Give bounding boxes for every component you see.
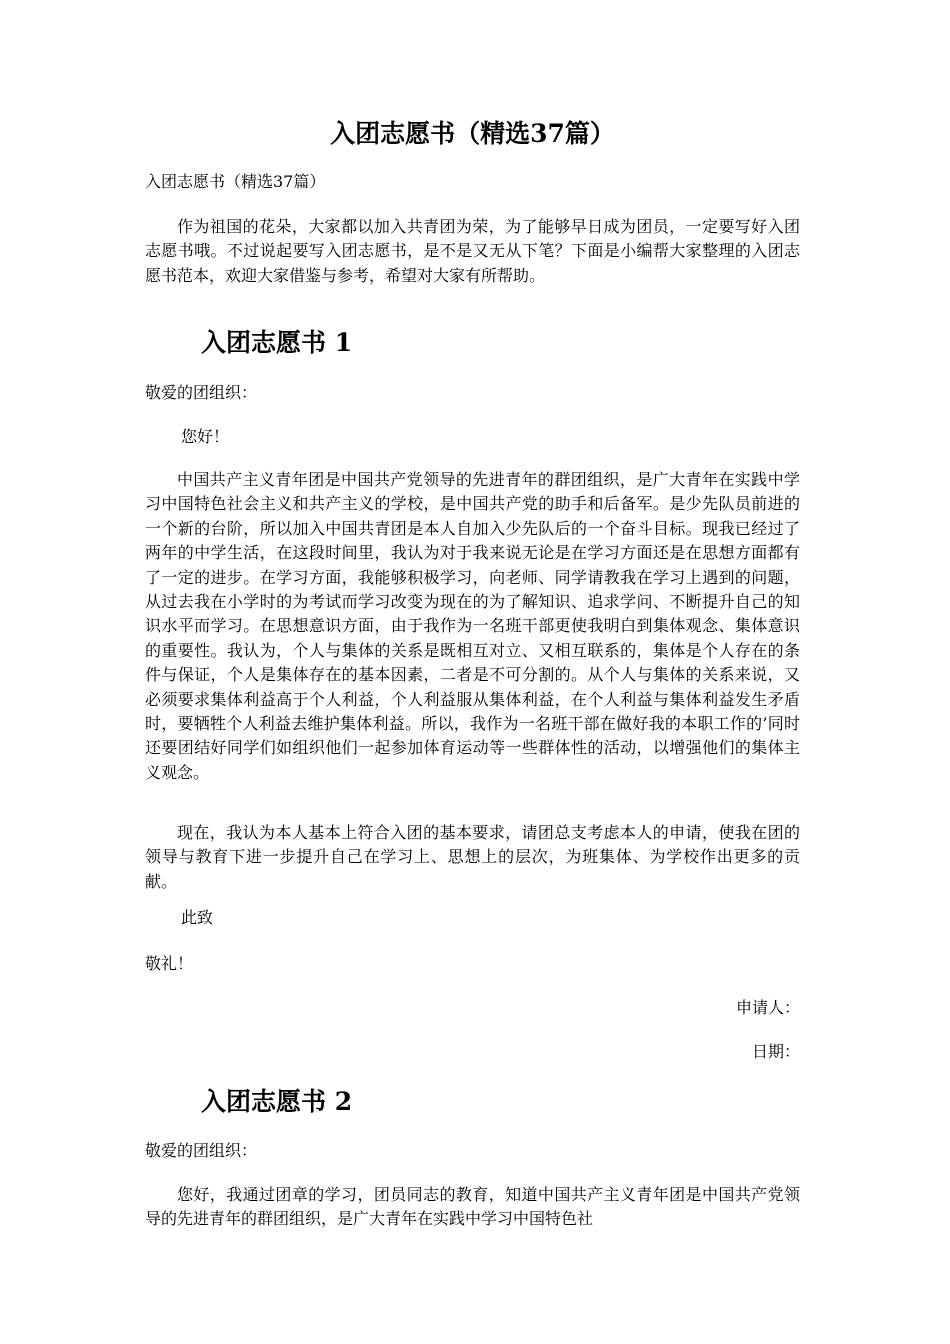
letter2-salutation: 敬爱的团组织： (145, 1141, 258, 1160)
letter1-body-paragraph-1: 中国共产主义青年团是中国共产党领导的先进青年的群团组织，是广大青年在实践中学习中国特色社会主义和共产主义的学校，是中国共产党的助手和后备军。是少先队员前进的一个新的台阶，所以加入中国共青团是本人自加入少先队后的一个奋斗目标。现我已经过了两年的中学生活，在这段时间里，我认为对于我来说无论是在学习方面还是在思想方面都有了一定的进步。在学习方面，我能够积极学习，向老师、同学请教我在学习上遇到的问题，从过去我在小学时的为考试而学习改变为现在的为了解知识、追求学问、不断提升自己的知识水平而学习。在思想意识方面，由于我作为一名班干部更使我明白到集体观念、集体意识的重要性。我认为，个人与集体的关系是既相互对立、又相互联系的，集体是个人存在的条件与保证，个人是集体存在的基本因素，二者是不可分割的。从个人与集体的关系来说，又必须要求集体利益高于个人利益，个人利益服从集体利益，在个人利益与集体利益发生矛盾时，要牺牲个人利益去维护集体利益。所以，我作为一名班干部在做好我的本职工作的’同时还要团结好同学们如组织他们一起参加体育运动等一些群体性的活动，以增强他们的集体主义观念。 (145, 470, 800, 782)
letter1-closing-1: 此致 (181, 908, 214, 927)
letter1-applicant: 申请人： (735, 998, 800, 1017)
document-title: 入团志愿书（精选37篇） (330, 119, 615, 148)
letter2-body-paragraph-1: 您好，我通过团章的学习，团员同志的教育，知道中国共产主义青年团是中国共产党领导的先进青年的群团组织，是广大青年在实践中学习中国特色社 (145, 1185, 800, 1229)
section-heading-1: 入团志愿书 1 (201, 328, 353, 357)
letter1-closing-2: 敬礼！ (145, 954, 194, 973)
letter1-date: 日期： (751, 1042, 800, 1061)
intro-paragraph: 作为祖国的花朵，大家都以加入共青团为荣，为了能够早日成为团员，一定要写好入团志愿书哦。不过说起要写入团志愿书，是不是又无从下笔？下面是小编帮大家整理的入团志愿书范本，欢迎大家借鉴与参考，希望对大家有所帮助。 (145, 217, 800, 285)
section-heading-2: 入团志愿书 2 (201, 1087, 353, 1116)
letter1-body-paragraph-2: 现在，我认为本人基本上符合入团的基本要求，请团总支考虑本人的申请，使我在团的领导与教育下进一步提升自己在学习上、思想上的层次，为班集体、为学校作出更多的贡献。 (145, 823, 800, 891)
letter1-greeting: 您好！ (181, 427, 230, 446)
document-subtitle: 入团志愿书（精选37篇） (145, 172, 326, 191)
letter1-salutation: 敬爱的团组织： (145, 383, 258, 402)
